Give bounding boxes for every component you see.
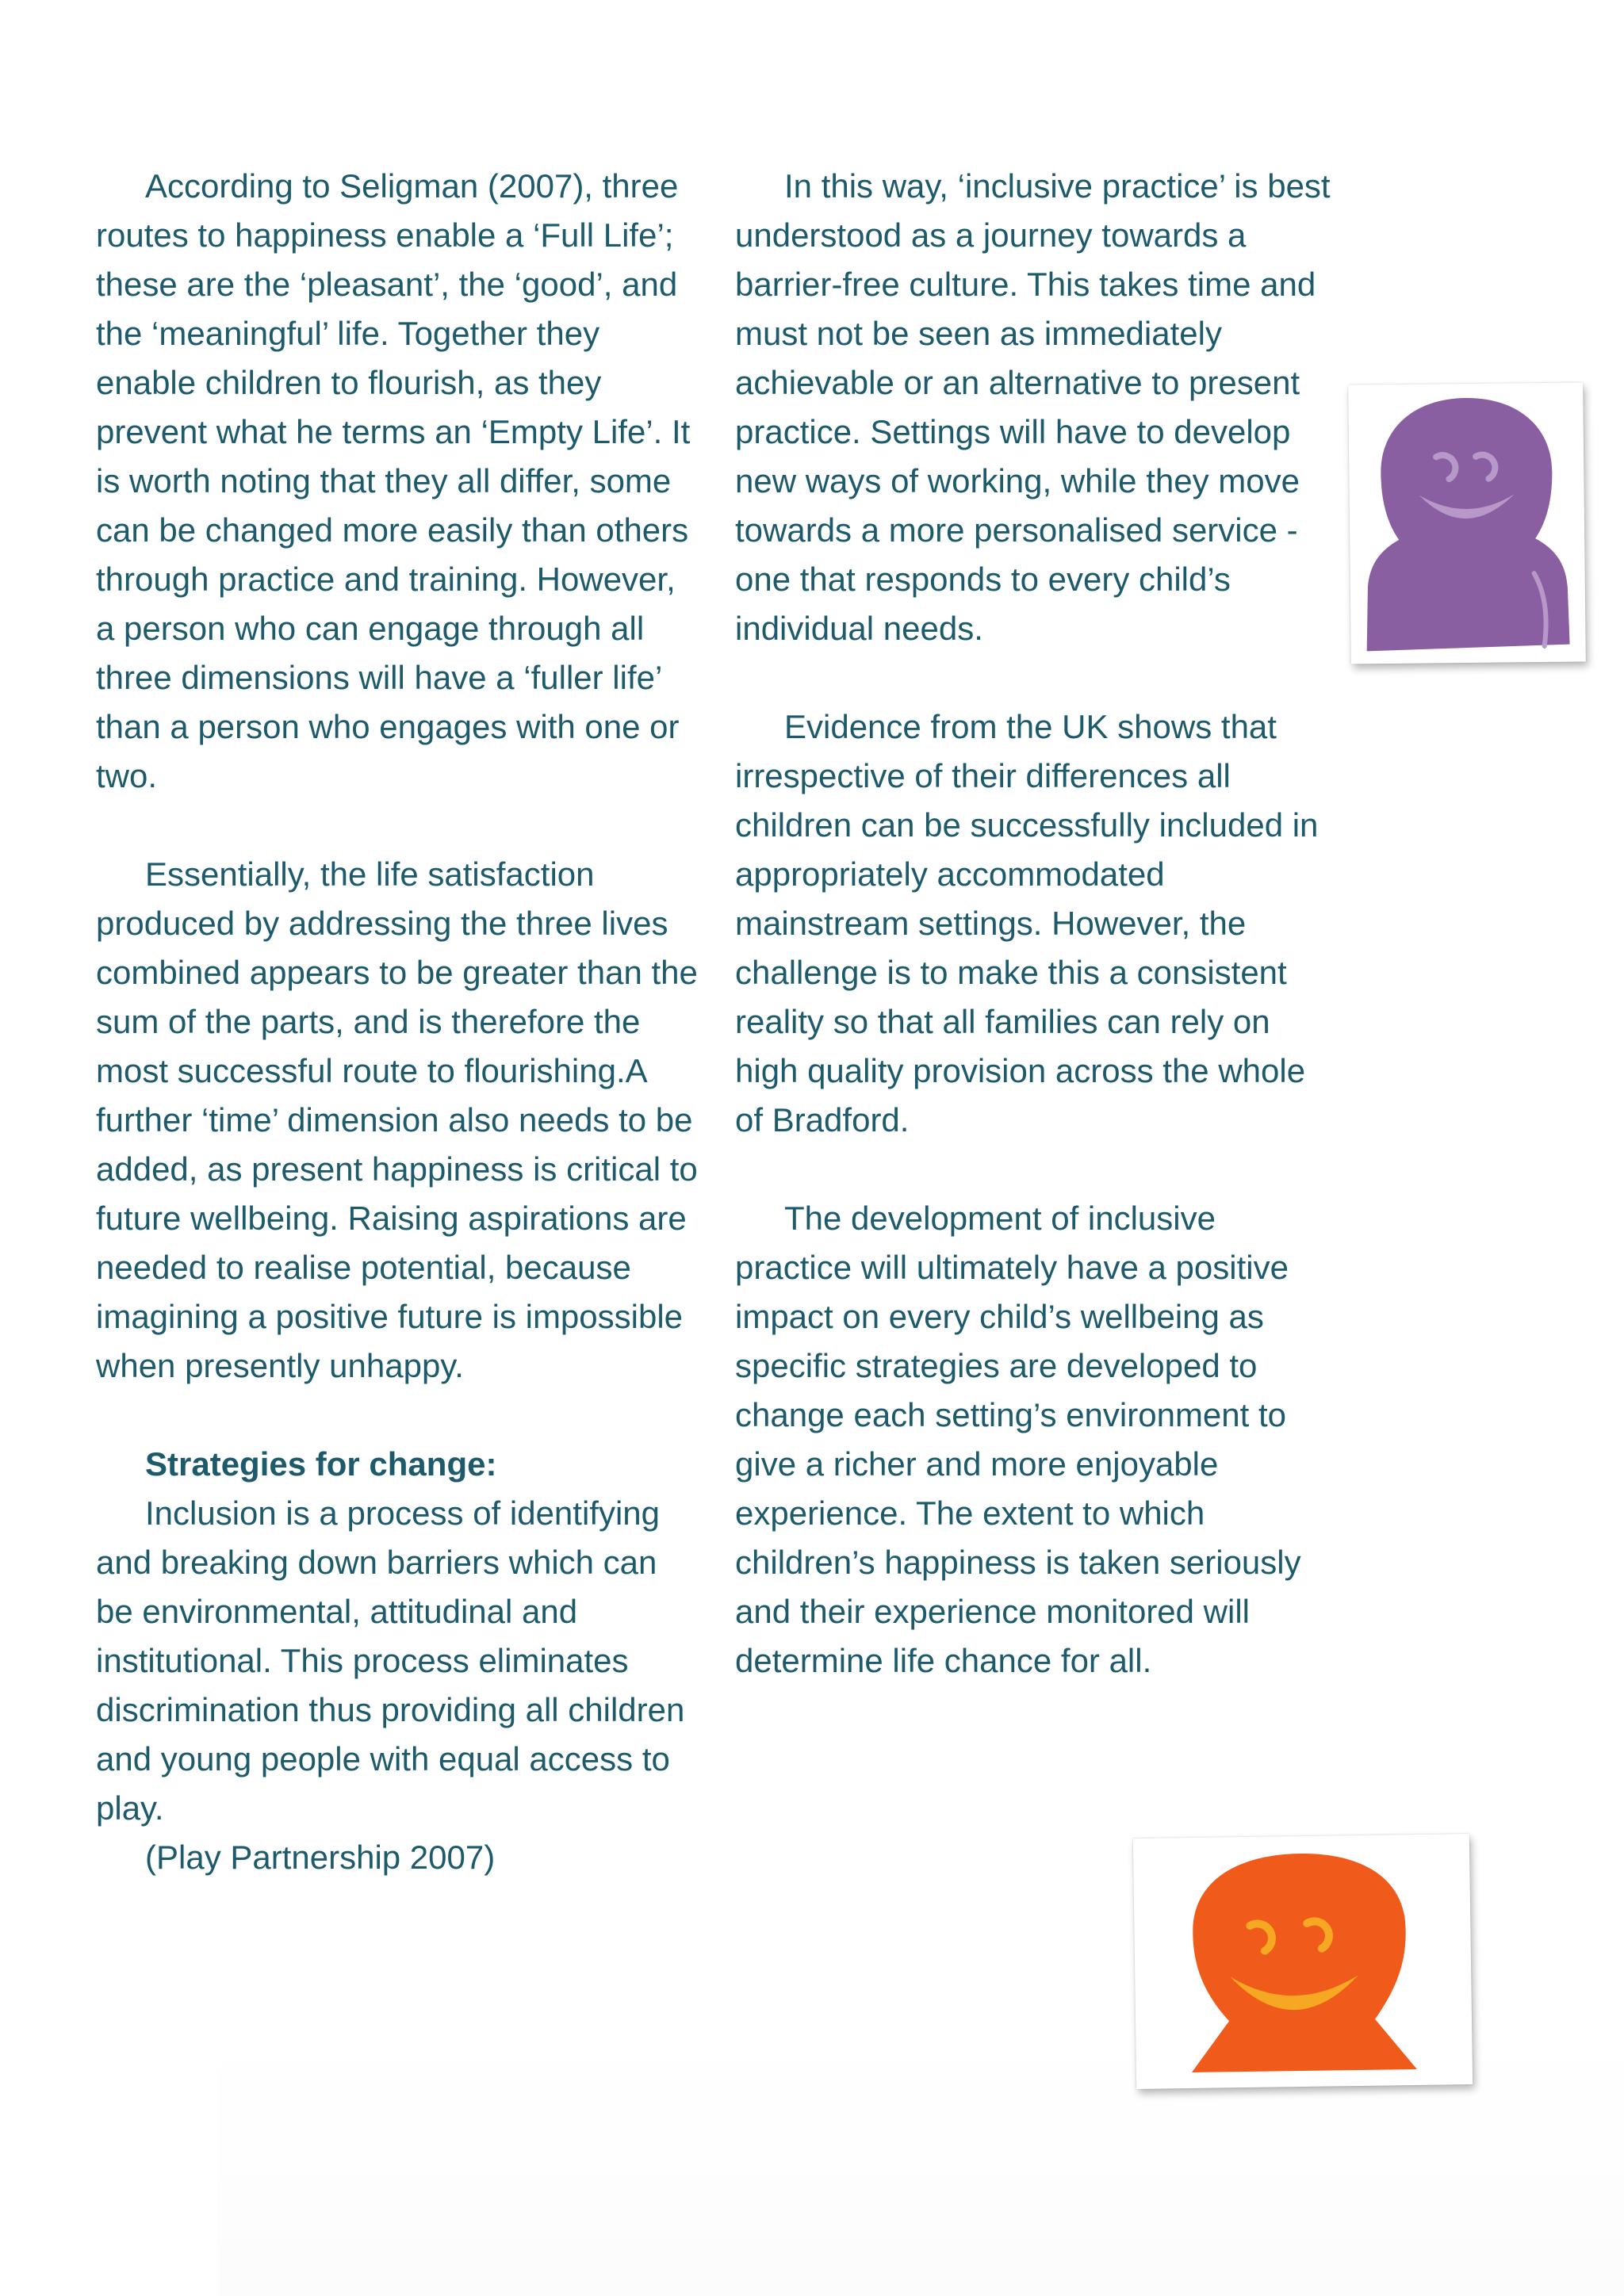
right-paragraph-3: The development of inclusive practice will ultimately have a positive impact on every child’s wellbeing as specific strategies are developed to change each setting’s environment to give a richer and more enjoyable experience. The extent to which children’s happiness is taken seriously and their experience monitored will determine life chance for all.	[735, 1200, 1301, 1679]
left-column	[96, 162, 699, 1882]
orange-figure-photo	[1133, 1834, 1473, 2089]
left-paragraph-1: According to Seligman (2007), three routes to happiness enable a ‘Full Life’; these are the ‘pleasant’, the ‘good’, and the ‘meaningful’ life. Together they enable children to flourish, as they prevent what he terms an ‘Empty Life’. It is worth noting that they all differ, some can be changed more easily than others through practice and training. However, a person who can engage through all three dimensions will have a ‘fuller life’ than a person who engages with one or two.	[96, 167, 691, 794]
left-paragraph-2: Essentially, the life satisfaction produced by addressing the three lives combined appears to be greater than the sum of the parts, and is therefore the most successful route to flourishing.A further ‘time’ dimension also needs to be added, as present happiness is critical to future wellbeing. Raising aspirations are needed to realise potential, because imagining a positive future is impossible when presently unhappy.	[96, 855, 698, 1384]
citation: (Play Partnership 2007)	[145, 1839, 496, 1876]
purple-figure-photo	[1348, 382, 1586, 664]
purple-smiley-figure-icon	[1348, 382, 1586, 664]
right-paragraph-1: In this way, ‘inclusive practice’ is best understood as a journey towards a barrier-free culture. This takes time and must not be seen as immediately achievable or an alternative to present practice. Settings will have to develop new ways of working, while they move towards a more personalised service - one that responds to every child’s individual needs.	[735, 167, 1331, 647]
right-paragraph-2: Evidence from the UK shows that irrespective of their differences all children can be successfully included in appropriately accommodated mainstream settings. However, the challenge is to make this a consistent reality so that all families can rely on high quality provision across the whole of Bradford.	[735, 708, 1319, 1138]
orange-smiley-figure-icon	[1133, 1834, 1473, 2089]
section-heading: Strategies for change:	[145, 1445, 497, 1483]
right-column	[735, 162, 1338, 1735]
left-paragraph-3: Inclusion is a process of identifying and breaking down barriers which can be environmental, attitudinal and institutional. This process eliminates discrimination thus providing all children and young people with equal access to play.	[96, 1494, 685, 1827]
